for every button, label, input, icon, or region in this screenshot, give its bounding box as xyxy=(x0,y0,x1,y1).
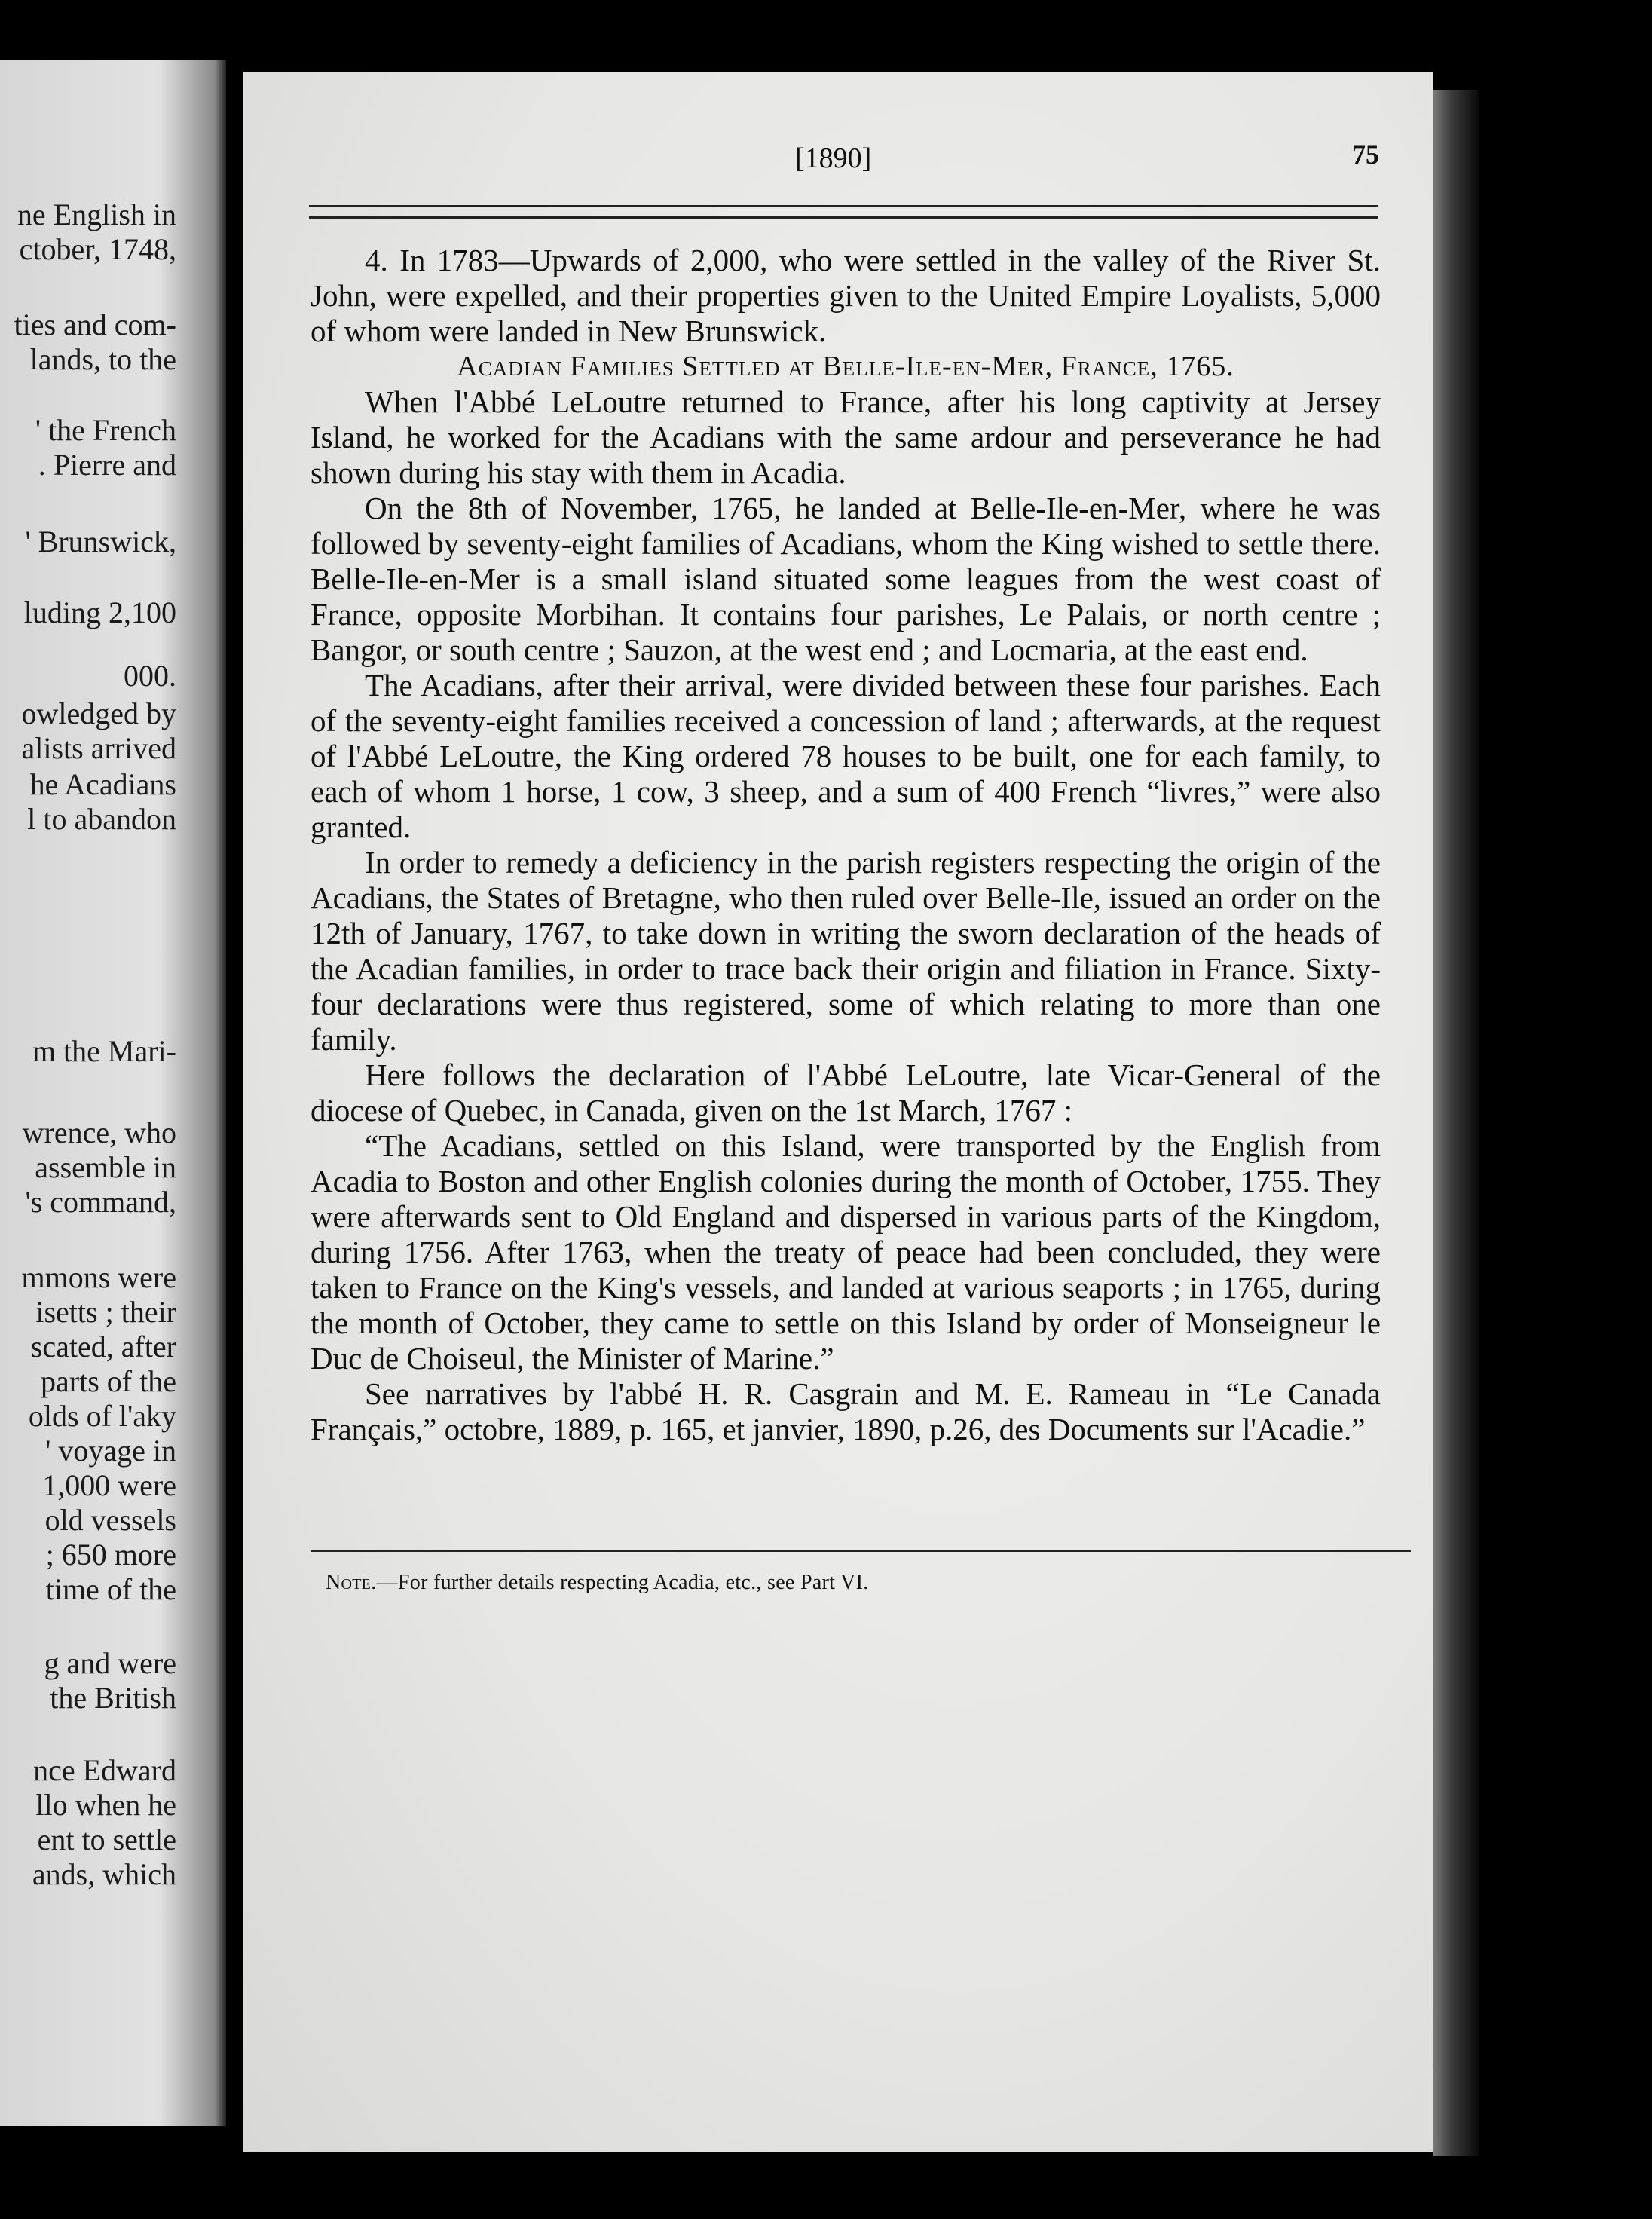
paragraph: See narratives by l'abbé H. R. Casgrain and M. E. Rameau in “Le Canada Français,” octobre, 1889, p. 165, et janvier, 1890, p.26, des Documents sur l'Acadie.” xyxy=(311,1376,1381,1446)
header-rule xyxy=(309,205,1378,219)
left-page-fragment: 000. xyxy=(124,659,176,693)
left-page-fragment: the British xyxy=(50,1681,176,1715)
paragraph: Here follows the declaration of l'Abbé LeLoutre, late Vicar-General of the diocese of Quebec, in Canada, given on the 1st March, 1767 : xyxy=(311,1057,1381,1128)
left-page-fragment: nce Edward xyxy=(33,1753,176,1787)
paragraph: “The Acadians, settled on this Island, were transported by the English from Acadia to Boston and other English colonies during the month of October, 1755. They were afterwards sent to Old England and dispersed in various parts of the Kingdom, during 1756. After 1763, when the treaty of peace had been concluded, they were taken to France on the King's vessels, and landed at various seaports ; in 1765, during the month of October, they came to settle on this Island by order of Monseigneur le Duc de Choiseul, the Minister of Marine.” xyxy=(311,1128,1381,1376)
left-page-fragment: olds of l'aky xyxy=(28,1399,176,1433)
left-page-fragment: luding 2,100 xyxy=(23,595,176,629)
body-text xyxy=(311,243,1381,1447)
left-page-fragment: alists arrived xyxy=(21,731,176,765)
running-head: [1890] xyxy=(795,142,872,174)
paragraph: 4. In 1783—Upwards of 2,000, who were settled in the valley of the River St. John, were expelled, and their properties given to the United Empire Loyalists, 5,000 of whom were landed in New Brunswick. xyxy=(311,243,1381,348)
left-page-fragment: old vessels xyxy=(44,1503,176,1537)
left-page-fragment: time of the xyxy=(45,1572,176,1606)
footnote-text: —For further details respecting Acadia, etc., see Part VI. xyxy=(376,1571,869,1594)
left-page-fragment: ; 650 more xyxy=(45,1538,176,1572)
left-page-fragment: ent to settle xyxy=(37,1823,176,1856)
left-page-fragment: ' voyage in xyxy=(45,1434,176,1468)
left-page-fragment: ' Brunswick, xyxy=(25,525,176,559)
left-page-fragment: ne English in xyxy=(17,197,176,231)
footnote-label: Note. xyxy=(326,1571,377,1594)
paragraph: The Acadians, after their arrival, were divided between these four parishes. Each of the seventy-eight families received a concession of land ; afterwards, at the request of l'Abbé LeLoutre, the King ordered 78 houses to be built, one for each family, to each of whom 1 horse, 1 cow, 3 sheep, and a sum of 400 French “livres,” were also granted. xyxy=(311,668,1381,844)
left-page-fragment: parts of the xyxy=(41,1364,176,1398)
left-page-fragment: 's command, xyxy=(25,1185,176,1219)
left-page-fragment: assemble in xyxy=(35,1150,176,1184)
page-edge xyxy=(1433,90,1479,2156)
left-page-fragment: he Acadians xyxy=(29,767,176,801)
left-page-fragment: m the Mari- xyxy=(32,1034,176,1068)
footnote-rule xyxy=(311,1550,1411,1552)
footnote xyxy=(326,1571,869,1595)
left-page-fragment: scated, after xyxy=(30,1330,176,1364)
left-page-fragment: llo when he xyxy=(35,1788,176,1822)
left-page-fragment: ctober, 1748, xyxy=(19,232,176,266)
section-heading: Acadian Families Settled at Belle-Ile-en-Mer, France, 1765. xyxy=(457,350,1234,382)
left-facing-page xyxy=(0,60,226,2126)
left-page-fragment: owledged by xyxy=(21,696,176,730)
left-page-fragment: lands, to the xyxy=(29,342,176,376)
left-page-fragment: wrence, who xyxy=(22,1116,176,1149)
page-header xyxy=(290,139,1379,179)
paragraph: On the 8th of November, 1765, he landed at Belle-Ile-en-Mer, where he was followed by seventy-eight families of Acadians, whom the King wished to settle there. Belle-Ile-en-Mer is a small island situated some leagues from the west coast of France, opposite Morbihan. It contains four parishes, Le Palais, or north centre ; Bangor, or south centre ; Sauzon, at the west end ; and Locmaria, at the east end. xyxy=(311,491,1381,667)
left-page-fragment: isetts ; their xyxy=(35,1295,176,1329)
page-number: 75 xyxy=(1352,139,1379,170)
left-page-fragment: 1,000 were xyxy=(42,1468,176,1502)
paragraph: In order to remedy a deficiency in the parish registers respecting the origin of the Acadians, the States of Bretagne, who then ruled over Belle-Ile, issued an order on the 12th of January, 1767, to take down in writing the sworn declaration of the heads of the Acadian families, in order to trace back their origin and filiation in France. Sixty-four declarations were thus registered, some of which relating to more than one family. xyxy=(311,845,1381,1057)
left-page-fragment: ' the French xyxy=(35,413,176,447)
left-page-fragment: mmons were xyxy=(21,1260,176,1294)
left-page-fragment: ties and com- xyxy=(14,308,176,341)
left-page-fragment: l to abandon xyxy=(27,802,176,836)
paragraph: When l'Abbé LeLoutre returned to France, after his long captivity at Jersey Island, he worked for the Acadians with the same ardour and perseverance he had shown during his stay with them in Acadia. xyxy=(311,384,1381,490)
left-page-fragment: g and were xyxy=(44,1646,176,1680)
left-page-fragment: . Pierre and xyxy=(38,448,176,482)
left-page-fragment: ands, which xyxy=(32,1857,176,1891)
